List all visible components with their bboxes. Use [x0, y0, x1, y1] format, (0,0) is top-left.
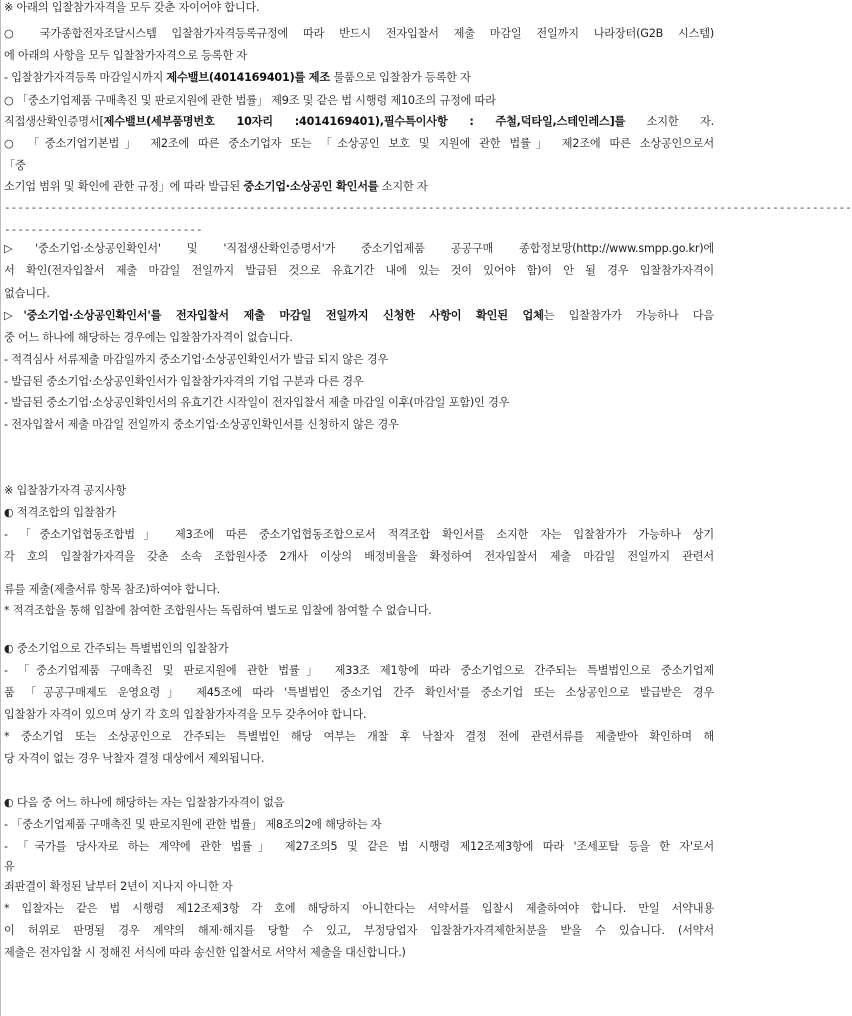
line-text: 각 호의 입찰참가자격을 갖춘 소속 조합원사중 2개사 이상의 배정비율을 확정하여 전자입찰서 제출 마감일 전일까지 관련서	[4, 550, 714, 563]
notice-line	[4, 880, 714, 894]
notice-line	[4, 1, 714, 15]
notice-line	[4, 528, 714, 542]
line-text: 류를 제출(제출서류 항목 참조)하여야 합니다.	[4, 583, 221, 596]
notice-line	[4, 375, 714, 389]
notice-line	[4, 264, 714, 278]
emphasized-text: '중소기업·소상공인확인서'를 전자입찰서 제출 마감일 전일까지 신청한 사항이 확인된 업체	[23, 309, 544, 322]
line-text: - 적격심사 서류제출 마감일까지 중소기업·소상공인확인서가 발급 되지 않은 경우	[4, 353, 389, 366]
notice-line	[4, 49, 714, 63]
line-text: - 「중소기업제품 구매촉진 및 판로지원에 관한 법률」 제8조의2에 해당하는 자	[4, 818, 382, 831]
line-text: 소지한 자.	[625, 115, 714, 128]
notice-line	[4, 180, 714, 194]
notice-line	[4, 137, 714, 151]
line-text: 당 자격이 없는 경우 낙찰자 결정 대상에서 제외됩니다.	[4, 752, 265, 765]
notice-line	[4, 924, 714, 938]
notice-line	[4, 708, 714, 722]
notice-line	[4, 287, 714, 301]
line-text: 는 입찰참가가 가능하나 다음	[543, 309, 714, 322]
notice-line	[4, 418, 714, 432]
notice-line	[4, 396, 714, 410]
notice-line	[4, 71, 714, 85]
emphasized-text: 중소기업·소상공인 확인서를	[243, 180, 379, 193]
notice-line	[4, 902, 714, 916]
divider-line: ------------------------------	[4, 223, 203, 236]
line-text: ○ 「중소기업기본법」 제2조에 따른 중소기업자 또는 「소상공인 보호 및 지원에 관한 법률」 제2조에 따른 소상공인으로서	[4, 137, 714, 150]
line-text: 죄판결이 확정된 날부터 2년이 지나지 아니한 자	[4, 880, 233, 893]
line-text: 소지한 자	[378, 180, 428, 193]
notice-line	[4, 309, 714, 323]
notice-line	[4, 242, 714, 256]
notice-line	[4, 583, 714, 597]
notice-line	[4, 642, 714, 656]
notice-line	[4, 201, 852, 215]
line-text: * 입찰자는 같은 법 시행령 제12조제3항 각 호에 해당하지 아니한다는 서약서를 입찰시 제출하여야 합니다. 만일 서약내용	[4, 902, 714, 915]
line-text: - 「국가를 당사자로 하는 계약에 관한 법률」 제27조의5 및 같은 법 시행령 제12조제3항에 따라 '조세포탈 등을 한 자'로서	[4, 840, 714, 853]
line-text: * 적격조합을 통해 입찰에 참여한 조합원사는 독립하여 별도로 입찰에 참여할 수 없습니다.	[4, 604, 432, 617]
notice-line	[4, 115, 714, 129]
line-text: * 중소기업 또는 소상공인으로 간주되는 특별법인 해당 여부는 개찰 후 낙찰자 결정 전에 관련서류를 제출받아 확인하며 해	[4, 730, 714, 743]
notice-line	[4, 223, 714, 237]
line-text: 「중	[4, 159, 26, 172]
line-text: 중 어느 하나에 해당하는 경우에는 입찰참가자격이 없습니다.	[4, 331, 293, 344]
line-text: 제출은 전자입찰 시 정해진 서식에 따라 송신한 입찰서로 서약서 제출을 대신합니다.)	[4, 946, 406, 959]
line-text: 직접생산확인증명서[	[4, 115, 104, 128]
notice-line	[4, 946, 714, 960]
line-text: 에 아래의 사항을 모두 입찰참가자격으로 등록한 자	[4, 49, 247, 62]
divider-line: --------------------------------------------------------------------------------------------------------------------------------	[4, 201, 852, 214]
line-text: ▷'중소기업·소상공인확인서' 및 '직접생산확인증명서'가 중소기업제품 공공구매 종합정보망(http://www.smpp.go.kr)에	[4, 242, 714, 255]
line-text: - 「중소기업제품 구매촉진 및 판로지원에 관한 법률」 제33조 제1항에 따라 중소기업으로 간주되는 특별법인으로 중소기업제	[4, 664, 714, 677]
notice-line	[4, 159, 714, 173]
line-text: 서 확인(전자입찰서 제출 마감일 전일까지 발급된 것으로 유효기간 내에 있는 것이 있어야 함)이 안 될 경우 입찰참가자격이	[4, 264, 714, 277]
line-text: 유	[4, 860, 15, 873]
notice-line	[4, 730, 714, 744]
line-text: ◐ 중소기업으로 간주되는 특별법인의 입찰참가	[4, 642, 229, 655]
notice-line	[4, 506, 714, 520]
line-text: ※ 아래의 입찰참가자격을 모두 갖춘 자이어야 합니다.	[4, 1, 260, 14]
notice-line	[4, 686, 714, 700]
line-text: - 발급된 중소기업·소상공인확인서의 유효기간 시작일이 전자입찰서 제출 마감일 이후(마감일 포함)인 경우	[4, 396, 510, 409]
notice-line	[4, 840, 714, 854]
line-text: 소기업 범위 및 확인에 관한 규정」에 따라 발급된	[4, 180, 244, 193]
line-text: ▷	[4, 309, 24, 322]
line-text: ○ 국가종합전자조달시스템 입찰참가자격등록규정에 따라 반드시 전자입찰서 제출 마감일 전일까지 나라장터(G2B 시스템)	[4, 27, 714, 40]
notice-line	[4, 818, 714, 832]
line-text: - 입찰참가자격등록 마감일시까지	[4, 71, 167, 84]
emphasized-text: 제수밸브(4014169401)를 제조	[166, 71, 331, 84]
line-text: 품 「공공구매제도 운영요령」 제45조에 따라 '특별법인 중소기업 간주 확인서'를 중소기업 또는 소상공인으로 발급받은 경우	[4, 686, 714, 699]
notice-line	[4, 94, 714, 108]
line-text: 입찰참가 자격이 있으며 상기 각 호의 입찰참가자격을 모두 갖추어야 합니다.	[4, 708, 367, 721]
notice-line	[4, 860, 714, 874]
line-text: ○ 「중소기업제품 구매촉진 및 판로지원에 관한 법률」 제9조 및 같은 법 시행령 제10조의 규정에 따라	[4, 94, 496, 107]
line-text: ◐ 적격조합의 입찰참가	[4, 506, 116, 519]
line-text: - 발급된 중소기업·소상공인확인서가 입찰참가자격의 기업 구분과 다른 경우	[4, 375, 364, 388]
notice-line	[4, 331, 714, 345]
notice-line	[4, 752, 714, 766]
line-text: ◐ 다음 중 어느 하나에 해당하는 자는 입찰참가자격이 없음	[4, 796, 285, 809]
notice-line	[4, 27, 714, 41]
line-text: - 전자입찰서 제출 마감일 전일까지 중소기업·소상공인확인서를 신청하지 않은 경우	[4, 418, 399, 431]
notice-line	[4, 796, 714, 810]
notice-line	[4, 664, 714, 678]
line-text: 물품으로 입찰참가 등록한 자	[330, 71, 471, 84]
notice-line	[4, 353, 714, 367]
line-text: ※ 입찰참가자격 공지사항	[4, 484, 126, 497]
notice-line	[4, 550, 714, 564]
line-text: - 「중소기업협동조합법」 제3조에 따른 중소기업협동조합으로서 적격조합 확인서를 소지한 자는 입찰참가가 가능하나 상기	[4, 528, 714, 541]
notice-line	[4, 604, 714, 618]
notice-line	[4, 484, 714, 498]
emphasized-text: 제수밸브(세부품명번호 10자리 :4014169401),필수특이사항 : 주철,덕타일,스테인레스]를	[103, 115, 626, 128]
line-text: 이 허위로 판명될 경우 계약의 해제·해지를 당할 수 있고, 부정당업자 입찰참가자격제한처분을 받을 수 있습니다. (서약서	[4, 924, 714, 937]
line-text: 없습니다.	[4, 287, 50, 300]
